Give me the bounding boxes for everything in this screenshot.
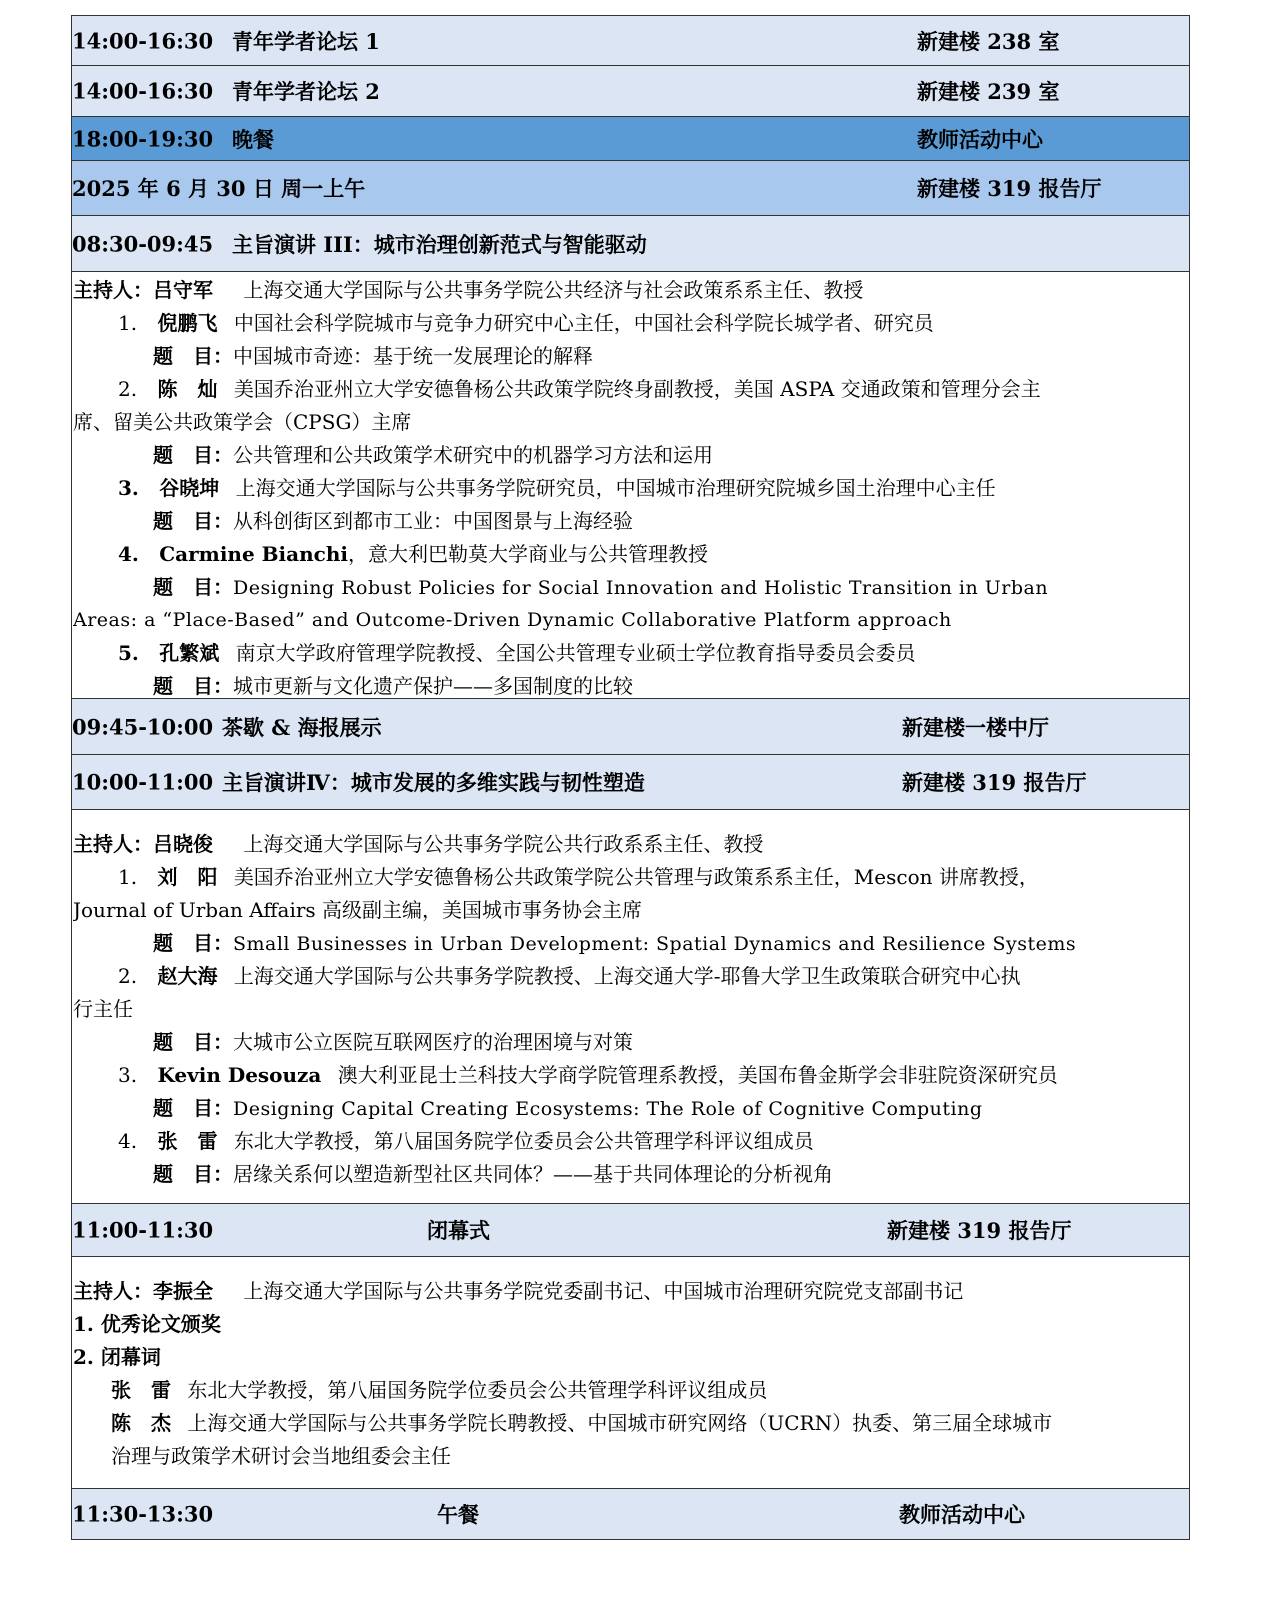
session-row [72,117,1189,161]
host-desc: 上海交通大学国际与公共事务学院公共经济与社会政策系系主任、教授 [243,278,864,302]
list-number: 4. [118,542,139,566]
topic-text: 大城市公立医院互联网医疗的治理困境与对策 [233,1030,633,1054]
session-title: 闭幕式 [427,1218,490,1243]
host-desc: 上海交通大学国际与公共事务学院党委副书记、中国城市治理研究院党支部副书记 [243,1279,964,1303]
speaker-line [73,307,1189,340]
host-label: 主持人：吕守军 [73,278,213,302]
topic-text: 居缘关系何以塑造新型社区共同体？——基于共同体理论的分析视角 [233,1162,833,1186]
list-number: 2. [118,964,138,988]
speaker-name: 赵大海 [157,964,218,988]
session-venue: 新建楼 319 报告厅 [902,770,1087,795]
speaker-line [73,538,1189,571]
session-details [72,810,1189,1204]
topic-label: 题 目： [153,1162,233,1186]
speaker-desc-cont: 行主任 [73,997,133,1021]
session-venue: 教师活动中心 [917,126,1043,152]
session-venue: 新建楼一楼中厅 [902,714,1049,740]
speaker-desc: ，意大利巴勒莫大学商业与公共管理教授 [347,542,708,566]
speaker-desc: 澳大利亚昆士兰科技大学商学院管理系教授，美国布鲁金斯学会非驻院资深研究员 [337,1063,1058,1087]
agenda-item: 2. 闭幕词 [73,1345,161,1369]
speaker-line [73,472,1189,505]
speaker-name: 陈 杰 [111,1411,171,1435]
speaker-line [73,1407,1189,1440]
day-row [72,161,1189,216]
schedule-table [71,15,1190,1540]
session-venue: 新建楼 238 室 [917,28,1060,54]
session-venue: 新建楼 319 报告厅 [887,1218,1072,1243]
day-date: 2025 年 6 月 30 日 周一上午 [72,176,366,201]
topic-text: Designing Robust Policies for Social Innovation and Holistic Transition in Urban [233,577,1049,599]
speaker-name: 谷晓坤 [159,476,220,500]
session-time: 09:45-10:00 [72,714,214,739]
session-time: 11:00-11:30 [72,1217,214,1243]
session-row [72,66,1189,117]
speaker-desc: 东北大学教授，第八届国务院学位委员会公共管理学科评议组成员 [233,1129,814,1153]
topic-line [73,505,1189,538]
topic-line [73,1026,1189,1059]
session-title: 主旨演讲 III：城市治理创新范式与智能驱动 [232,231,647,257]
session-time: 08:30-09:45 [72,231,214,256]
topic-label: 题 目： [153,575,233,599]
topic-label: 题 目： [153,509,233,533]
topic-line [73,1092,1189,1125]
speaker-desc: 美国乔治亚州立大学安德鲁杨公共政策学院终身副教授，美国 ASPA 交通政策和管理分会主 [233,377,1041,401]
topic-label: 题 目： [153,1030,233,1054]
speaker-name: 孔繁斌 [159,641,220,665]
speaker-name: Kevin Desouza [157,1063,322,1087]
speaker-desc-cont: 席、留美公共政策学会（CPSG）主席 [73,410,412,434]
topic-label: 题 目： [153,443,233,467]
speaker-line [73,637,1189,670]
session-venue: 新建楼 239 室 [917,79,1060,104]
host-label: 主持人：李振全 [73,1279,213,1303]
topic-text: 从科创街区到都市工业：中国图景与上海经验 [233,509,633,533]
session-time: 10:00-11:00 [72,769,214,795]
session-row [72,1204,1189,1257]
list-number: 1. [118,865,138,889]
topic-text: Designing Capital Creating Ecosystems: The Role of Cognitive Computing [233,1098,983,1120]
speaker-desc: 上海交通大学国际与公共事务学院研究员，中国城市治理研究院城乡国土治理中心主任 [235,476,996,500]
topic-line [73,1158,1189,1191]
speaker-name: 刘 阳 [157,865,218,889]
speaker-line [73,1125,1189,1158]
session-title: 晚餐 [232,126,274,152]
speaker-name: 张 雷 [111,1378,171,1402]
speaker-desc: 上海交通大学国际与公共事务学院长聘教授、中国城市研究网络（UCRN）执委、第三届全球城市 [187,1411,1053,1435]
speaker-line [73,373,1189,406]
list-number: 1. [118,311,138,335]
session-title: 主旨演讲Ⅳ：城市发展的多维实践与韧性塑造 [222,770,645,795]
topic-text-cont: Areas: a “Place-Based” and Outcome-Driven Dynamic Collaborative Platform approach [73,609,952,631]
topic-label: 题 目： [153,344,233,368]
host-line [73,274,1189,307]
speaker-desc: 东北大学教授，第八届国务院学位委员会公共管理学科评议组成员 [187,1378,768,1402]
speaker-line [73,1059,1189,1092]
speaker-name: 倪鹏飞 [157,311,218,335]
speaker-name: 陈 灿 [157,377,218,401]
session-title: 青年学者论坛 1 [232,28,380,54]
topic-line [73,340,1189,373]
host-line [73,828,1189,861]
speaker-desc: 南京大学政府管理学院教授、全国公共管理专业硕士学位教育指导委员会委员 [235,641,916,665]
speaker-name: Carmine Bianchi [159,542,348,566]
host-label: 主持人：吕晓俊 [73,832,213,856]
speaker-desc: 上海交通大学国际与公共事务学院教授、上海交通大学-耶鲁大学卫生政策联合研究中心执 [233,964,1021,988]
session-time: 14:00-16:30 [72,28,214,53]
topic-label: 题 目： [153,931,233,955]
session-title: 午餐 [437,1502,479,1527]
speaker-line [73,960,1189,993]
topic-label: 题 目： [153,1096,233,1120]
session-row [72,216,1189,272]
topic-line [73,571,1189,604]
topic-text: 城市更新与文化遗产保护——多国制度的比较 [233,674,633,698]
session-title: 茶歇 & 海报展示 [222,714,382,740]
topic-label: 题 目： [153,674,233,698]
list-number: 3. [118,1063,138,1087]
session-details [72,272,1189,699]
speaker-desc: 中国社会科学院城市与竞争力研究中心主任，中国社会科学院长城学者、研究员 [233,311,934,335]
speaker-desc-cont: Journal of Urban Affairs 高级副主编，美国城市事务协会主席 [73,898,643,922]
session-row [72,16,1189,66]
host-desc: 上海交通大学国际与公共事务学院公共行政系系主任、教授 [243,832,764,856]
topic-text: 公共管理和公共政策学术研究中的机器学习方法和运用 [233,443,713,467]
session-venue: 新建楼 319 报告厅 [917,176,1102,201]
agenda-item: 1. 优秀论文颁奖 [73,1312,221,1336]
session-time: 18:00-19:30 [72,126,214,151]
session-row [72,699,1189,755]
session-time: 11:30-13:30 [72,1501,214,1527]
topic-line [73,927,1189,960]
topic-line [73,439,1189,472]
session-title: 青年学者论坛 2 [232,79,380,104]
speaker-desc-cont: 治理与政策学术研讨会当地组委会主任 [111,1444,451,1468]
topic-text: 中国城市奇迹：基于统一发展理论的解释 [233,344,593,368]
session-row [72,755,1189,810]
session-details [72,1257,1189,1489]
topic-text: Small Businesses in Urban Development: Spatial Dynamics and Resilience Systems [233,933,1077,955]
speaker-line [73,861,1189,894]
list-number: 2. [118,377,138,401]
session-venue: 教师活动中心 [899,1502,1025,1527]
list-number: 4. [118,1129,138,1153]
list-number: 5. [118,641,139,665]
speaker-name: 张 雷 [157,1129,218,1153]
session-time: 14:00-16:30 [72,78,214,104]
session-row [72,1489,1189,1539]
speaker-line [73,1374,1189,1407]
list-number: 3. [118,476,139,500]
host-line [73,1275,1189,1308]
speaker-desc: 美国乔治亚州立大学安德鲁杨公共政策学院公共管理与政策系系主任，Mescon 讲席教授， [233,865,1039,889]
